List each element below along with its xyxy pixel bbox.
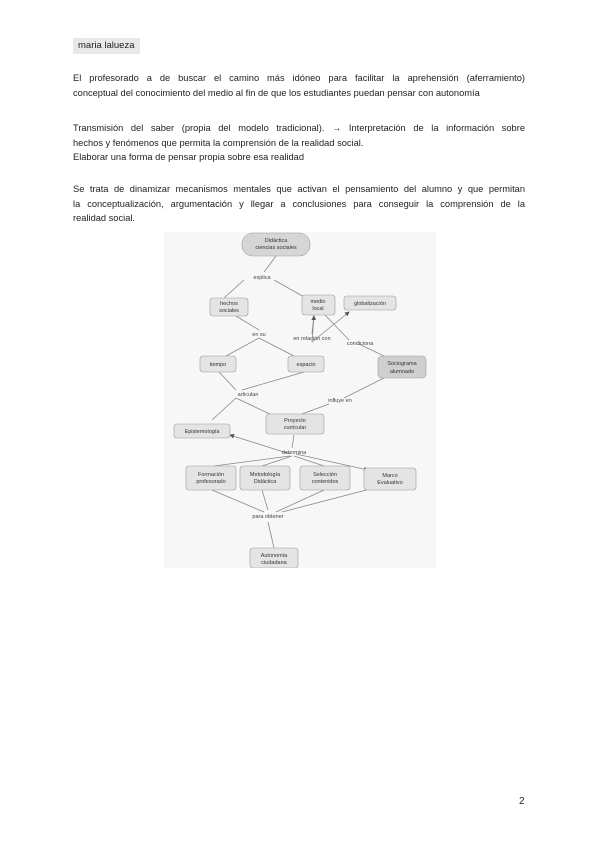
- link-label-en-relacion-con: en relación con: [293, 336, 331, 342]
- node-globalizacion: [344, 296, 396, 310]
- svg-text:ciudadana: ciudadana: [261, 560, 287, 566]
- svg-text:sociales: sociales: [219, 308, 239, 314]
- svg-text:local: local: [312, 306, 324, 312]
- node-didactica: [242, 233, 310, 256]
- node-marco-evaluativo: [364, 468, 416, 490]
- concept-map-nodes: [174, 233, 426, 568]
- paragraph-1-line-1: El profesorado a de buscar el camino más idóneo para facilitar la aprehensión (aferramiento): [73, 73, 525, 83]
- paragraph-3-line-2: la conceptualización, argumentación y llegar a conclusiones para conseguir la comprensión de la: [73, 198, 525, 209]
- svg-text:Marco: Marco: [382, 473, 398, 479]
- node-formacion-profesorado: [186, 466, 236, 490]
- svg-text:Didáctica: Didáctica: [264, 238, 288, 244]
- paragraph-1: [73, 71, 525, 100]
- svg-text:espacio: espacio: [296, 362, 316, 368]
- svg-text:profesorado: profesorado: [196, 479, 226, 485]
- node-seleccion-contenidos: [300, 466, 350, 490]
- node-hechos-sociales: [210, 298, 248, 316]
- svg-text:tiempo: tiempo: [209, 362, 227, 368]
- svg-text:Didáctica: Didáctica: [253, 479, 277, 485]
- svg-text:Selección: Selección: [313, 472, 337, 478]
- paragraph-2-line-1: Transmisión del saber (propia del modelo tradicional). → Interpretación de la información sobre: [73, 123, 525, 133]
- link-label-en-su: en su: [252, 332, 266, 338]
- node-epistemologia: [174, 424, 230, 438]
- paragraph-2-line-2: hechos y fenómenos que permita la comprensión de la realidad social.: [73, 137, 364, 148]
- page-number: 2: [519, 796, 525, 807]
- author-tag: maria lalueza: [73, 38, 140, 54]
- paragraph-3: [73, 182, 525, 226]
- svg-text:Epistemología: Epistemología: [184, 429, 220, 435]
- svg-text:globalización: globalización: [354, 301, 386, 307]
- concept-map: [164, 232, 436, 568]
- svg-text:Formación: Formación: [198, 472, 224, 478]
- svg-text:Metodología: Metodología: [249, 472, 281, 478]
- node-autonomia-ciudadana: [250, 548, 298, 568]
- node-medio-local: [302, 295, 335, 315]
- paragraph-2-line-3: Elaborar una forma de pensar propia sobre esa realidad: [73, 152, 305, 162]
- paragraph-3-line-1: Se trata de dinamizar mecanismos mentales que activan el pensamiento del alumno y que permitan: [73, 184, 525, 194]
- node-sociograma: [378, 356, 426, 378]
- paragraph-3-line-3: realidad social.: [73, 213, 136, 223]
- svg-text:alumnado: alumnado: [389, 369, 415, 375]
- link-label-influye-en: influye en: [328, 398, 352, 404]
- svg-text:medio: medio: [310, 299, 326, 305]
- link-label-articulan: articulan: [237, 392, 259, 398]
- svg-text:Autonomía: Autonomía: [260, 553, 288, 559]
- node-metodologia-didactica: [240, 466, 290, 490]
- svg-text:contenidos: contenidos: [311, 479, 339, 485]
- svg-text:Sociograma: Sociograma: [387, 361, 417, 367]
- svg-text:Evaluativo: Evaluativo: [377, 480, 403, 486]
- svg-text:curricular: curricular: [283, 425, 307, 431]
- link-label-para-obtener: para obtener: [252, 514, 284, 520]
- svg-text:hechos: hechos: [220, 301, 238, 307]
- node-espacio: [288, 356, 324, 372]
- link-label-explica: explica: [253, 275, 271, 281]
- paragraph-2: [73, 121, 525, 165]
- paragraph-1-line-2: conceptual del conocimiento del medio al fin de que los estudiantes puedan pensar con autonomía: [73, 87, 480, 98]
- concept-map-image: [164, 232, 436, 568]
- link-label-determina: determina: [281, 450, 307, 456]
- svg-text:ciencias sociales: ciencias sociales: [255, 245, 297, 251]
- link-label-condiciona: condiciona: [346, 341, 374, 347]
- node-proyecto-curricular: [266, 414, 324, 434]
- node-tiempo: [200, 356, 236, 372]
- svg-text:Proyecto: Proyecto: [284, 418, 306, 424]
